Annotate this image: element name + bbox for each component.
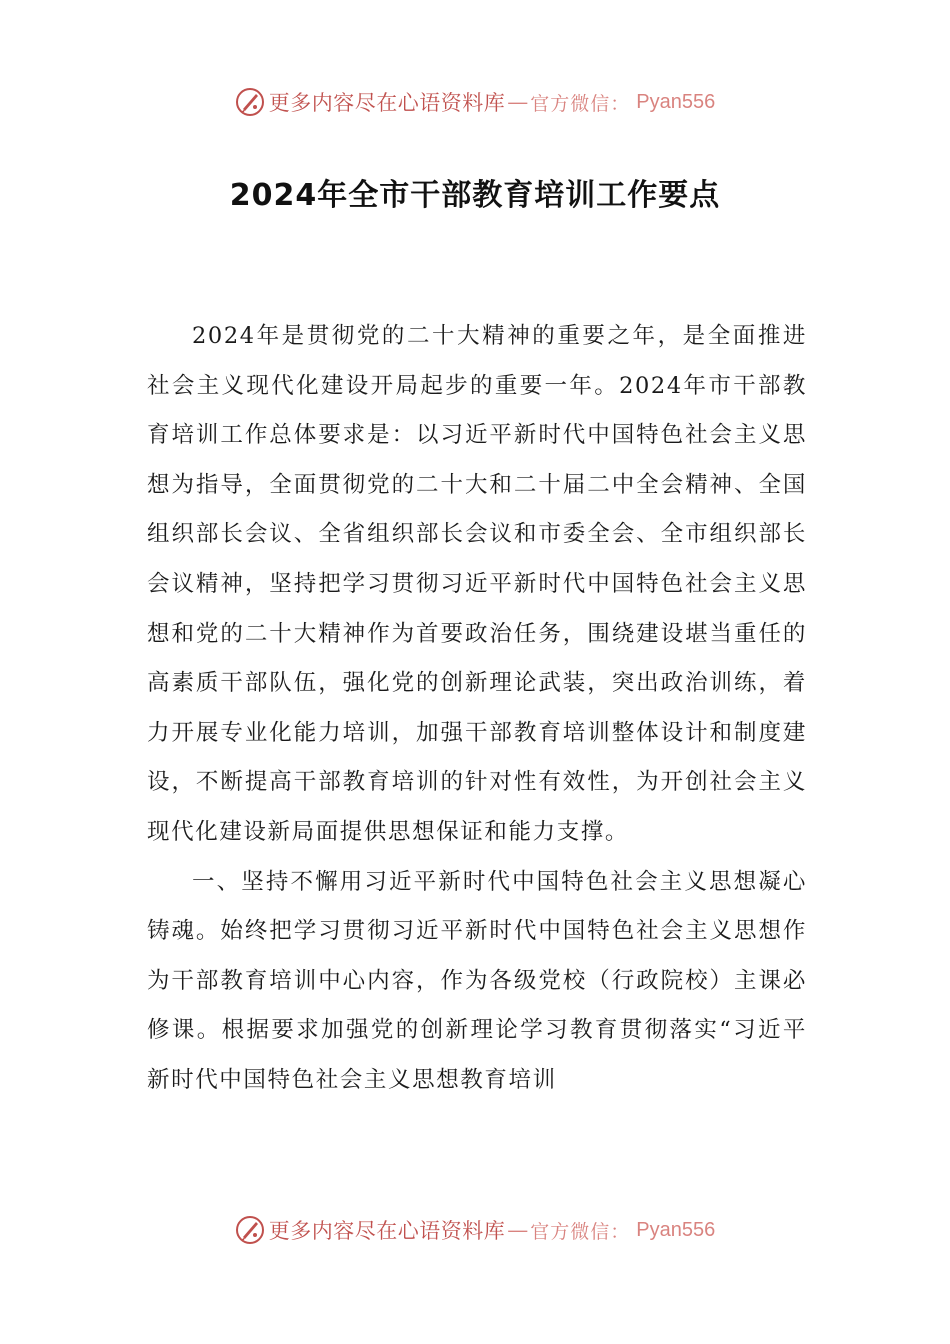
document-title: 2024年全市干部教育培训工作要点 [229,178,721,213]
watermark-wechat-label: 官方微信： [530,92,631,115]
watermark-wechat-id: Pyan556 [636,1218,716,1241]
watermark-brand: 更多内容尽在心语资料库 [268,1219,506,1243]
watermark-header [0,82,950,122]
quill-logo-icon [235,1215,265,1245]
watermark-brand: 更多内容尽在心语资料库 [268,91,506,115]
watermark-separator: — [507,90,529,114]
quill-logo-icon [235,87,265,117]
paragraph-intro: 2024年是贯彻党的二十大精神的重要之年，是全面推进社会主义现代化建设开局起步的重要一年。2024年市干部教育培训工作总体要求是：以习近平新时代中国特色社会主义思想为指导，全面贯彻党的二十大和二十届二中全会精神、全国组织部长会议、全省组织部长会议和市委全会、全市组织部长会议精神，坚持把学习贯彻习近平新时代中国特色社会主义思想和党的二十大精神作为首要政治任务，围绕建设堪当重任的高素质干部队伍，强化党的创新理论武装，突出政治训练，着力开展专业化能力培训，加强干部教育培训整体设计和制度建设，不断提高干部教育培训的针对性有效性，为开创社会主义现代化建设新局面提供思想保证和能力支撑。 [147,323,807,845]
watermark-wechat-label: 官方微信： [530,1220,631,1243]
paragraph-section-one: 一、坚持不懈用习近平新时代中国特色社会主义思想凝心铸魂。始终把学习贯彻习近平新时代中国特色社会主义思想作为干部教育培训中心内容，作为各级党校（行政院校）主课必修课。根据要求加强党的创新理论学习教育贯彻落实“习近平新时代中国特色社会主义思想教育培训 [147,868,807,1093]
watermark-footer [0,1210,950,1250]
document-body [147,312,807,1106]
watermark-separator: — [507,1218,529,1242]
watermark-wechat-id: Pyan556 [636,90,716,113]
